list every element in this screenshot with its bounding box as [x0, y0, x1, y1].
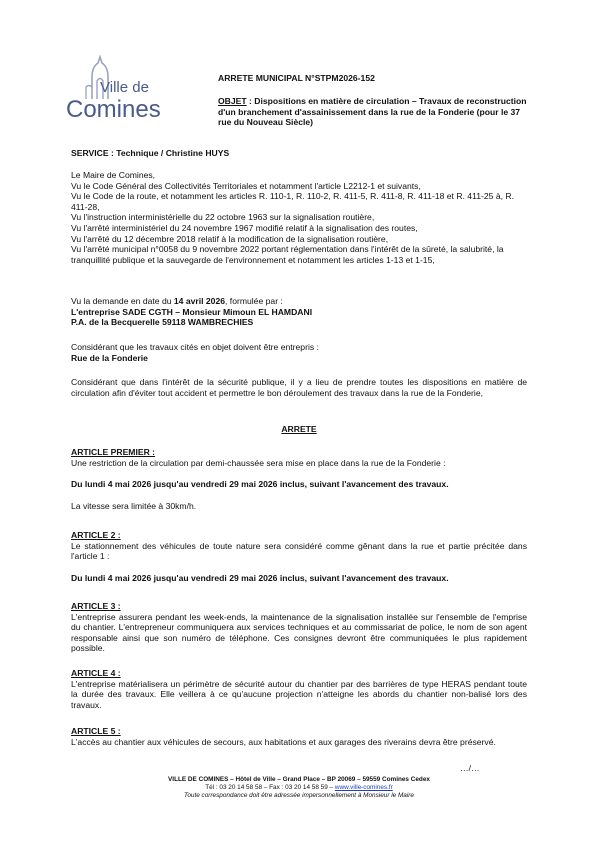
- ville-de-comines-logo: [62, 55, 174, 127]
- article-4: [71, 668, 527, 710]
- visa-item: Vu l'arrêté du 12 décembre 2018 relatif à la modification de la signalisation routière,: [71, 233, 389, 244]
- article-5: [71, 726, 527, 747]
- demande-date: 14 avril 2026: [173, 296, 226, 306]
- demande-suffix: , formulée par :: [225, 296, 283, 306]
- footer-phone-fax: Tél : 03 20 14 58 58 – Fax : 03 20 14 58 59 –: [205, 784, 335, 791]
- article-title: ARTICLE 3 :: [71, 601, 121, 611]
- arrete-heading: ARRETE: [281, 424, 317, 434]
- article-2: [71, 530, 527, 583]
- article-dates: Du lundi 4 mai 2026 jusqu'au vendredi 29 mai 2026 inclus, suivant l'avancement des travaux.: [71, 572, 449, 583]
- article-title: ARTICLE 2 :: [71, 530, 121, 540]
- footer-notice: Toute correspondance doit être adressée impersonnellement à Monsieur le Maire: [184, 792, 414, 799]
- visa-item: Vu l'instruction interministérielle du 22 octobre 1963 sur la signalisation routière,: [71, 212, 375, 223]
- considerant-place: Rue de la Fonderie: [71, 352, 148, 363]
- visas-list: [71, 170, 527, 265]
- objet-block: [218, 96, 528, 128]
- visa-item: Le Maire de Comines,: [71, 170, 156, 180]
- objet-text: : Dispositions en matière de circulation – Travaux de reconstruction d'un branchement d'assainissement dans la rue de la Fonderie (pour le 37 rue du Nouveau Siècle): [218, 96, 527, 128]
- service-line: SERVICE : Technique / Christine HUYS: [71, 148, 230, 158]
- demande-intro: [71, 296, 527, 307]
- demande-address: P.A. de la Becquerelle 59118 WAMBRECHIES: [71, 317, 254, 328]
- article-text: Le stationnement des véhicules de toute nature sera considéré comme gênant dans la rue et partie précitée dans l'article 1 :: [71, 540, 527, 562]
- footer-address: VILLE DE COMINES – Hôtel de Ville – Grand Place – BP 20069 – 59559 Comines Cedex: [168, 776, 430, 783]
- footer: [71, 776, 527, 800]
- footer-contact: [71, 784, 527, 792]
- arrete-number-title: ARRETE MUNICIPAL N°STPM2026-152: [218, 73, 375, 83]
- article-title: ARTICLE 5 :: [71, 726, 121, 736]
- article-text: Une restriction de la circulation par demi-chaussée sera mise en place dans la rue de la Fonderie :: [71, 457, 446, 468]
- article-extra: La vitesse sera limitée à 30km/h.: [71, 500, 197, 511]
- considerant-text: Considérant que les travaux cités en objet doivent être entrepris :: [71, 342, 319, 352]
- visa-item: Vu l'arrêté municipal n°0058 du 9 novembre 2022 portant réglementation dans l'intérêt de la sûreté, la salubrité, la tranquillité publique et la sauvegarde de l'environnement et notamment les articles 1-13 et 1-15,: [71, 244, 504, 265]
- logo-line-comines: Comines: [66, 96, 161, 123]
- visa-item: Vu le Code Général des Collectivités Territoriales et notamment l'article L2212-1 et suivants,: [71, 180, 421, 191]
- logo-line-ville-de: Ville de: [100, 79, 149, 96]
- article-text: L'entreprise matérialisera un périmètre de sécurité autour du chantier par des barrières de type HERAS pendant toute la durée des travaux. Elle veillera à ce qu'aucune projection n'atteigne les abords du chantier non-balisé lors des travaux.: [71, 678, 527, 710]
- objet-label: OBJET: [218, 96, 247, 106]
- page-continuation-mark: …/…: [460, 763, 480, 773]
- visa-item: Vu l'arrêté interministériel du 24 novembre 1967 modifié relatif à la signalisation des routes,: [71, 222, 418, 233]
- article-title: ARTICLE 4 :: [71, 668, 121, 678]
- demande-company: L'entreprise SADE CGTH – Monsieur Mimoun EL HAMDANI: [71, 306, 313, 317]
- article-dates: Du lundi 4 mai 2026 jusqu'au vendredi 29 mai 2026 inclus, suivant l'avancement des travaux.: [71, 479, 449, 490]
- article-text: L'accès au chantier aux véhicules de secours, aux habitations et aux garages des riverains devra être préservé.: [71, 736, 496, 747]
- article-text: L'entreprise assurera pendant les week-ends, la maintenance de la signalisation installée sur l'ensemble de l'emprise du chantier. L'entrepreneur communiquera aux services techniques et au commissariat de police, le nom de son agent responsable ainsi que son numéro de téléphone. Ces consignes devront être communiquées le plus rapidement possible.: [71, 611, 527, 654]
- demande-block: [71, 296, 527, 328]
- article-3: [71, 601, 527, 654]
- article-1: [71, 447, 527, 511]
- considerant-securite: Considérant que dans l'intérêt de la sécurité publique, il y a lieu de prendre toutes les dispositions en matière de circulation afin d'éviter tout accident et permettre le bon déroulement des travaux dans la rue de la Fonderie,: [71, 377, 527, 398]
- demande-prefix: Vu la demande en date du: [71, 296, 174, 306]
- footer-website-link[interactable]: www.ville-comines.fr: [334, 784, 393, 791]
- considerant-travaux: [71, 342, 527, 363]
- visa-item: Vu le Code de la route, et notamment les articles R. 110-1, R. 110-2, R. 411-5, R. 411-8, R. 411-18 et R. 411-25 à, R. 411-28,: [71, 191, 514, 212]
- article-title: ARTICLE PREMIER :: [71, 447, 156, 457]
